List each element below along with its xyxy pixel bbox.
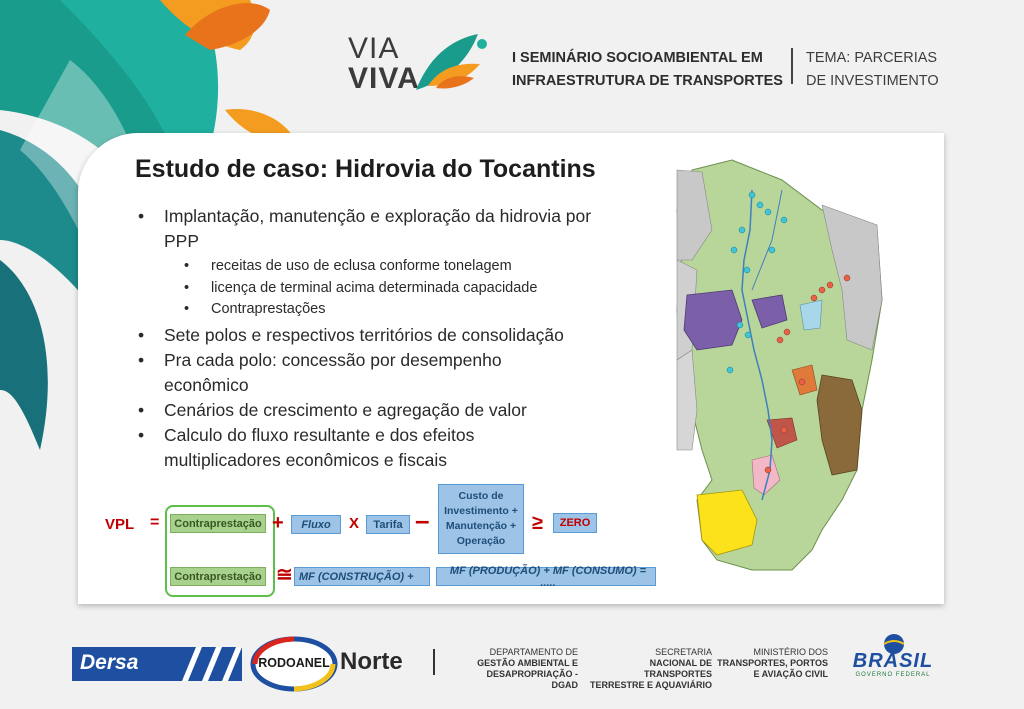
tocantins-map	[672, 150, 892, 580]
minus-sign: –	[415, 505, 430, 535]
bullet-item: • Implantação, manutenção e exploração da hidrovia por PPP	[138, 204, 618, 254]
bullet-item: • Calculo do fluxo resultante e dos efeitos multiplicadores econômicos e fiscais	[138, 423, 544, 473]
dgad-line3: DESAPROPRIAÇÃO - DGAD	[486, 669, 578, 690]
rodoanel-logo	[250, 636, 338, 692]
event-title-line1: I SEMINÁRIO SOCIOAMBIENTAL EM	[512, 50, 763, 66]
custo-box: Custo de Investimento + Manutenção + Operação	[438, 484, 524, 554]
bullet-item: • Sete polos e respectivos territórios de consolidação	[138, 323, 618, 348]
ministerio-text	[716, 647, 828, 680]
ministerio-line1: MINISTÉRIO DOS	[753, 647, 828, 657]
theme-line1: TEMA: PARCERIAS	[806, 50, 938, 66]
dersa-logo	[72, 647, 242, 681]
leaf-icon	[408, 30, 488, 94]
sub-bullet-item: • licença de terminal acima determinada capacidade	[138, 278, 618, 300]
header-divider	[791, 48, 793, 84]
contraprestacao-box-2: Contraprestação	[170, 567, 266, 586]
geq-sign: ≥	[532, 512, 543, 534]
brasil-logo	[842, 632, 944, 682]
norte-text: Norte	[340, 648, 403, 675]
secretaria-line1: SECRETARIA	[655, 647, 712, 657]
slide-title: Estudo de caso: Hidrovia do Tocantins	[135, 155, 596, 183]
footer-divider	[433, 649, 435, 675]
ministerio-line3: E AVIAÇÃO CIVIL	[753, 669, 828, 679]
stripes-icon	[152, 647, 242, 681]
brasil-text: BRASIL	[852, 650, 934, 672]
contraprestacao-box: Contraprestação	[170, 514, 266, 533]
fluxo-box: Fluxo	[291, 515, 341, 534]
dersa-text: Dersa	[80, 651, 139, 674]
plus-sign: +	[272, 512, 284, 534]
event-title-line2: INFRAESTRUTURA DE TRANSPORTES	[512, 73, 783, 89]
secretaria-text	[582, 647, 712, 691]
secretaria-line3: TERRESTRE E AQUAVIÁRIO	[589, 680, 712, 690]
sub-bullet-item: • receitas de uso de eclusa conforme tonelagem	[138, 256, 618, 278]
zero-box: ZERO	[553, 513, 597, 533]
dgad-text	[460, 647, 578, 691]
dgad-line1: DEPARTAMENTO DE	[489, 647, 578, 657]
theme-line2: DE INVESTIMENTO	[806, 73, 939, 89]
governo-federal-text: GOVERNO FEDERAL	[855, 672, 931, 678]
via-viva-logo	[348, 30, 488, 96]
ministerio-line2: TRANSPORTES, PORTOS	[717, 658, 828, 668]
times-sign: X	[349, 515, 360, 532]
tarifa-box: Tarifa	[366, 515, 410, 534]
bullet-list	[138, 204, 618, 473]
event-title	[512, 47, 783, 93]
logo-viva-text: VIVA	[348, 62, 420, 95]
mf-construcao-box: MF (CONSTRUÇÃO) +	[294, 567, 430, 586]
bullet-item: • Pra cada polo: concessão por desempenho econômico	[138, 348, 544, 398]
dgad-line2: GESTÃO AMBIENTAL E	[477, 658, 578, 668]
logo-via-text: VIA	[348, 32, 400, 65]
bullet-item: • Cenários de crescimento e agregação de valor	[138, 398, 618, 423]
equals-sign: =	[150, 514, 160, 531]
approx-sign: ≅	[276, 564, 293, 586]
rodoanel-text: RODOANEL	[258, 656, 330, 670]
vpl-label: VPL	[105, 516, 135, 533]
mf-producao-box: MF (PRODUÇÃO) + MF (CONSUMO) = .....	[436, 567, 656, 586]
theme-title	[806, 47, 939, 93]
secretaria-line2: NACIONAL DE TRANSPORTES	[643, 658, 712, 679]
sub-bullet-item: • Contraprestações	[138, 299, 618, 321]
